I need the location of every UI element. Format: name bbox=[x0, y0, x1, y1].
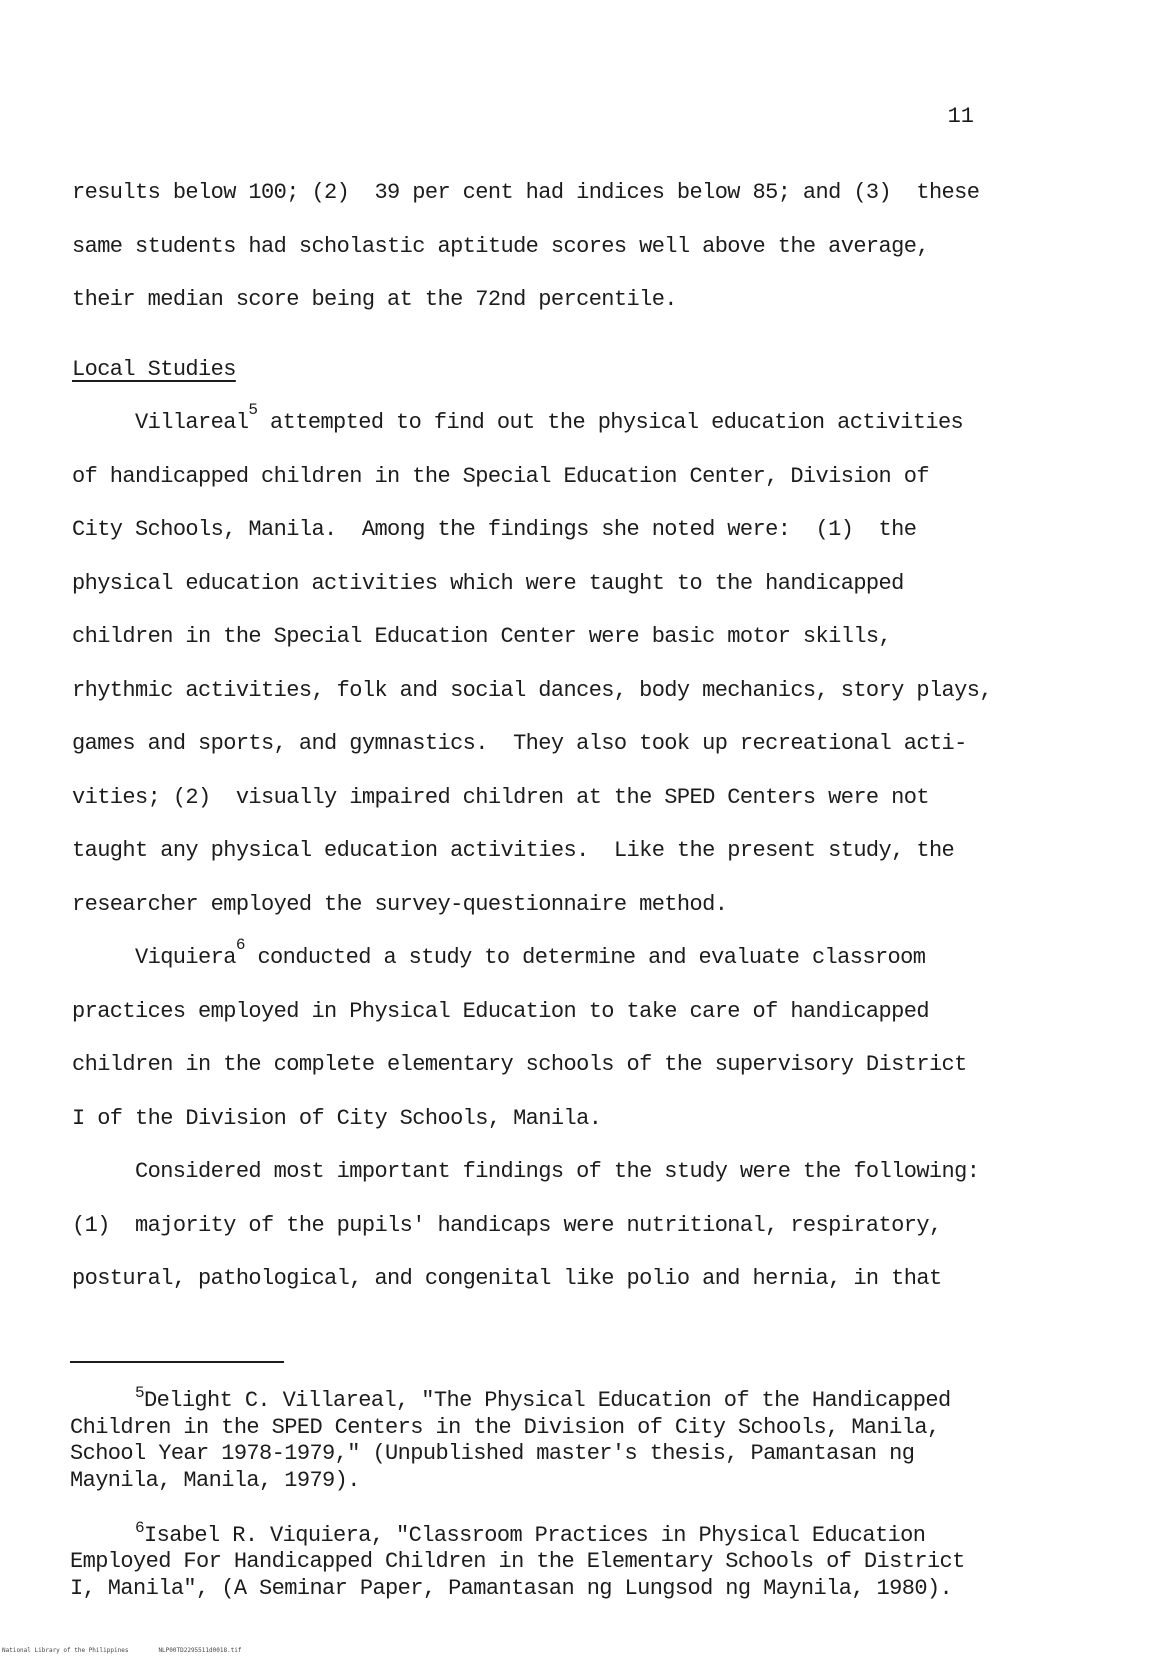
footnote-line: School Year 1978-1979," (Unpublished master's thesis, Pamantasan ng bbox=[70, 1441, 915, 1467]
footnote-line: I, Manila", (A Seminar Paper, Pamantasan ng Lungsod ng Maynila, 1980). bbox=[70, 1576, 953, 1602]
footnotes bbox=[70, 1384, 1070, 1631]
footnote-line: Maynila, Manila, 1979). bbox=[70, 1468, 360, 1494]
body-line: rhythmic activities, folk and social dances, body mechanics, story plays, bbox=[72, 677, 992, 703]
viquiera-paragraph-first-line bbox=[72, 931, 1072, 985]
scan-footer-library: National Library of the Philippines bbox=[2, 1647, 129, 1654]
footnote-line: Children in the SPED Centers in the Division of City Schools, Manila, bbox=[70, 1414, 940, 1440]
body-line: researcher employed the survey-questionnaire method. bbox=[72, 891, 728, 917]
villareal-paragraph-first-line bbox=[72, 396, 1072, 450]
footnote-divider bbox=[70, 1361, 284, 1363]
page-number: 11 bbox=[947, 104, 974, 129]
body-line: children in the complete elementary schools of the supervisory District bbox=[72, 1052, 967, 1077]
body-line: same students had scholastic aptitude scores well above the average, bbox=[72, 233, 929, 259]
viquiera-author: Viquiera bbox=[135, 945, 236, 970]
footnote-first-line bbox=[70, 1518, 1070, 1550]
body-line: practices employed in Physical Education to take care of handicapped bbox=[72, 998, 929, 1024]
findings-paragraph-first-line: Considered most important findings of the study were the following: bbox=[135, 1159, 980, 1184]
body-line: I of the Division of City Schools, Manila. bbox=[72, 1105, 602, 1131]
viquiera-text: conducted a study to determine and evaluate classroom bbox=[244, 945, 926, 970]
body-line: City Schools, Manila. Among the findings she noted were: (1) the bbox=[72, 517, 917, 542]
scan-footer-file: NLP00TD2295511d0018.tif bbox=[158, 1647, 242, 1654]
footnote-text: Isabel R. Viquiera, "Classroom Practices in Physical Education bbox=[144, 1522, 926, 1548]
footnote-line: Employed For Handicapped Children in the Elementary Schools of District bbox=[70, 1549, 965, 1575]
footnote-first-line bbox=[70, 1384, 1070, 1415]
body-line: physical education activities which were taught to the handicapped bbox=[72, 570, 904, 596]
body-line: vities; (2) visually impaired children at the SPED Centers were not bbox=[72, 784, 929, 810]
body-line: children in the Special Education Center were basic motor skills, bbox=[72, 624, 892, 649]
body-line: (1) majority of the pupils' handicaps were nutritional, respiratory, bbox=[72, 1212, 942, 1238]
body-line: their median score being at the 72nd percentile. bbox=[72, 287, 677, 312]
footnote-6 bbox=[70, 1518, 1070, 1603]
footnote-5 bbox=[70, 1384, 1070, 1495]
footnote-number: 5 bbox=[135, 1384, 145, 1402]
body-line: results below 100; (2) 39 per cent had indices below 85; and (3) these bbox=[72, 180, 980, 205]
section-heading-text: Local Studies bbox=[72, 356, 236, 382]
body-line: taught any physical education activities. Like the present study, the bbox=[72, 838, 955, 863]
footnote-ref-6: 6 bbox=[235, 936, 245, 954]
footnote-number: 6 bbox=[135, 1518, 145, 1537]
body-text bbox=[72, 166, 1072, 1306]
villareal-author: Villareal bbox=[135, 410, 249, 435]
body-line: games and sports, and gymnastics. They also took up recreational acti- bbox=[72, 731, 967, 756]
body-line: of handicapped children in the Special Education Center, Division of bbox=[72, 463, 929, 489]
footnote-text: Delight C. Villareal, "The Physical Education of the Handicapped bbox=[144, 1388, 951, 1413]
villareal-text: attempted to find out the physical education activities bbox=[257, 410, 964, 435]
scan-footer bbox=[2, 1647, 272, 1654]
body-line: postural, pathological, and congenital like polio and hernia, in that bbox=[72, 1266, 942, 1291]
section-heading bbox=[72, 343, 1072, 397]
footnote-ref-5: 5 bbox=[248, 401, 258, 419]
